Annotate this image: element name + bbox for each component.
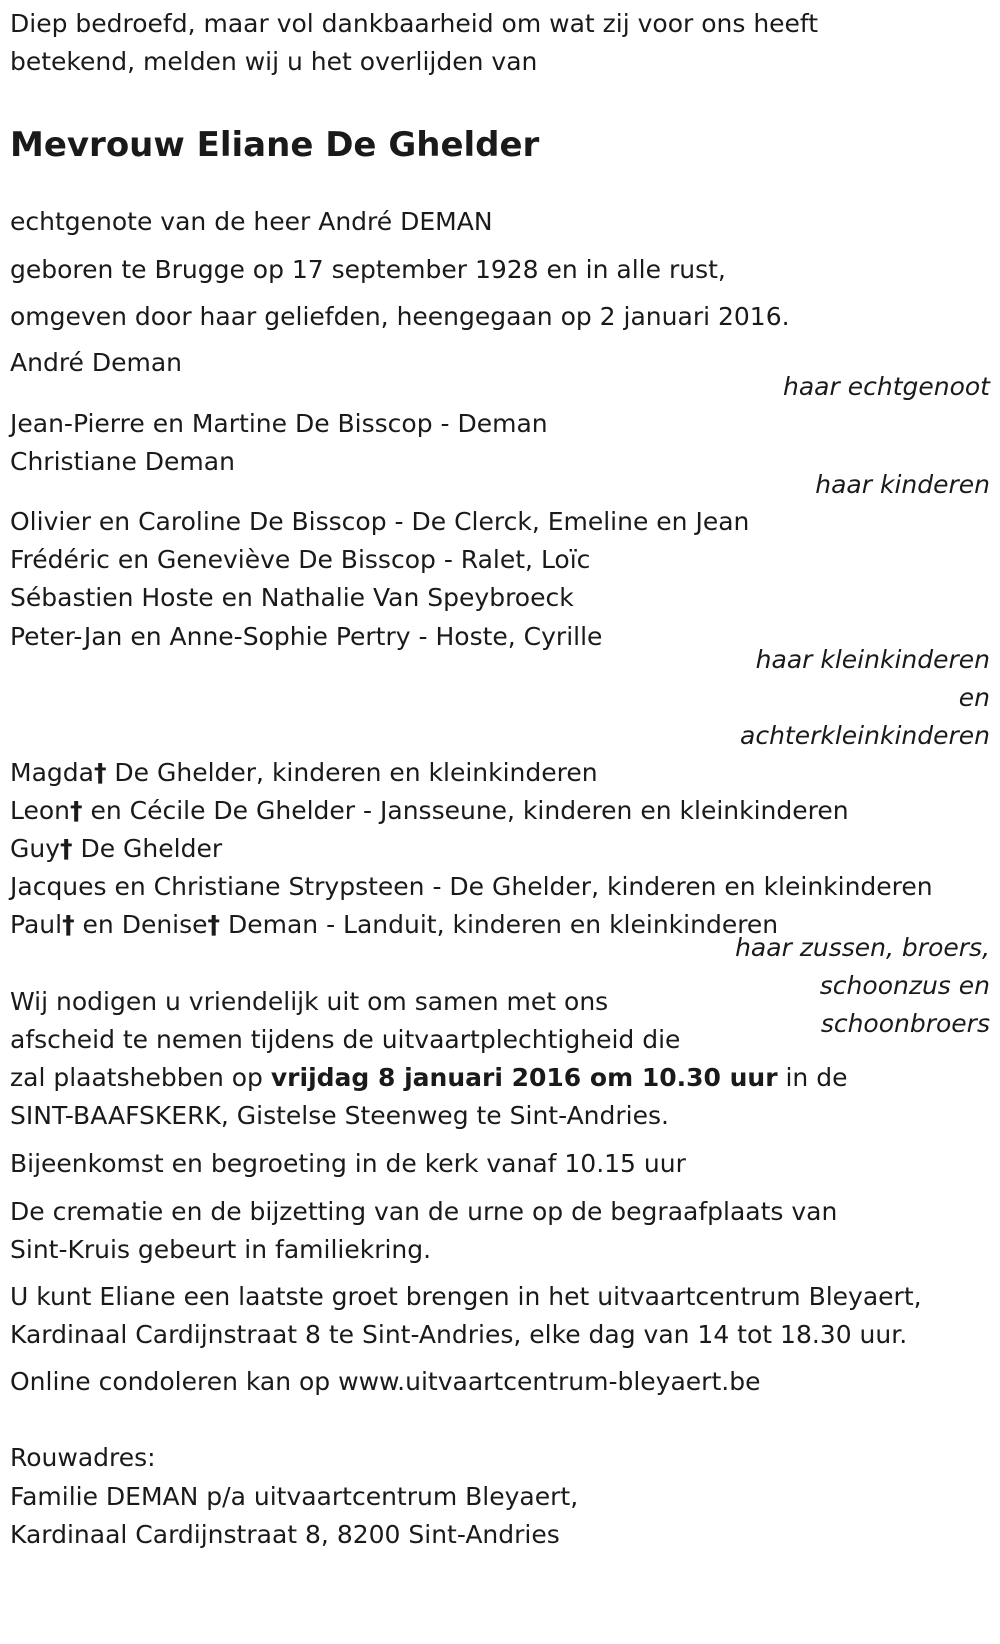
church-address: SINT-BAAFSKERK, Gistelse Steenweg te Sint-Andries.: [10, 1101, 669, 1130]
grandchild-name: Olivier en Caroline De Bisscop - De Clerck, Emeline en Jean: [10, 507, 750, 536]
sibling-name: Magda: [10, 758, 94, 787]
relation-siblings: schoonzus en: [819, 971, 990, 1000]
invitation-text: in de: [777, 1063, 848, 1092]
invitation-text: zal plaatshebben op: [10, 1063, 271, 1092]
grandchild-name: Peter-Jan en Anne-Sophie Pertry - Hoste, Cyrille: [10, 622, 603, 651]
sibling-line: [10, 791, 849, 831]
visit-line: Kardinaal Cardijnstraat 8 te Sint-Andries, elke dag van 14 tot 18.30 uur.: [10, 1320, 908, 1349]
spouse-line: echtgenote van de heer André DEMAN: [10, 207, 493, 236]
deceased-name: Mevrouw Eliane De Ghelder: [10, 125, 540, 165]
relation-grandchildren: en: [958, 683, 990, 712]
cremation-line: De crematie en de bijzetting van de urne op de begraafplaats van: [10, 1197, 838, 1226]
relation-children: haar kinderen: [815, 470, 990, 499]
cross-icon: †: [60, 834, 73, 863]
grandchild-name: Frédéric en Geneviève De Bisscop - Ralet, Loïc: [10, 545, 591, 574]
relation-grandchildren: achterkleinkinderen: [740, 721, 990, 750]
invitation-line: Wij nodigen u vriendelijk uit om samen met ons: [10, 987, 609, 1016]
address-line: Familie DEMAN p/a uitvaartcentrum Bleyaert,: [10, 1482, 579, 1511]
address-line: Kardinaal Cardijnstraat 8, 8200 Sint-Andries: [10, 1520, 560, 1549]
sibling-line: [10, 829, 222, 869]
died-line: omgeven door haar geliefden, heengegaan op 2 januari 2016.: [10, 302, 790, 331]
gathering-line: Bijeenkomst en begroeting in de kerk vanaf 10.15 uur: [10, 1149, 686, 1178]
sibling-detail: De Ghelder, kinderen en kleinkinderen: [106, 758, 598, 787]
sibling-name: Paul: [10, 910, 63, 939]
relation-siblings: schoonbroers: [820, 1009, 990, 1038]
sibling-detail: Deman - Landuit, kinderen en kleinkinderen: [220, 910, 779, 939]
invitation-line: afscheid te nemen tijdens de uitvaartplechtigheid die: [10, 1025, 681, 1054]
cross-icon: †: [93, 758, 107, 787]
sibling-detail: en Cécile De Ghelder - Jansseune, kinderen en kleinkinderen: [82, 796, 849, 825]
sibling-line: [10, 753, 598, 793]
cross-icon: †: [70, 796, 83, 825]
sibling-detail: De Ghelder: [72, 834, 223, 863]
cremation-line: Sint-Kruis gebeurt in familiekring.: [10, 1235, 432, 1264]
relation-spouse: haar echtgenoot: [783, 372, 990, 401]
visit-line: U kunt Eliane een laatste groet brengen in het uitvaartcentrum Bleyaert,: [10, 1282, 922, 1311]
address-label: Rouwadres:: [10, 1443, 156, 1472]
sibling-name: Guy: [10, 834, 61, 863]
cross-icon: †: [207, 910, 221, 939]
grandchild-name: Sébastien Hoste en Nathalie Van Speybroeck: [10, 583, 574, 612]
invitation-line: [10, 1058, 847, 1098]
born-line: geboren te Brugge op 17 september 1928 en in alle rust,: [10, 255, 726, 284]
relation-siblings: haar zussen, broers,: [735, 933, 990, 962]
relation-grandchildren: haar kleinkinderen: [755, 645, 990, 674]
intro-line-1: Diep bedroefd, maar vol dankbaarheid om wat zij voor ons heeft: [10, 9, 819, 38]
sibling-line: Jacques en Christiane Strypsteen - De Ghelder, kinderen en kleinkinderen: [10, 872, 933, 901]
sibling-line: [10, 905, 778, 945]
child-name: Jean-Pierre en Martine De Bisscop - Deman: [10, 409, 548, 438]
sibling-detail: en Denise: [74, 910, 208, 939]
ceremony-datetime: vrijdag 8 januari 2016 om 10.30 uur: [270, 1063, 778, 1092]
intro-line-2: betekend, melden wij u het overlijden van: [10, 47, 538, 76]
online-condolence: Online condoleren kan op www.uitvaartcentrum-bleyaert.be: [10, 1367, 761, 1396]
child-name: Christiane Deman: [10, 447, 235, 476]
sibling-name: Leon: [10, 796, 71, 825]
cross-icon: †: [62, 910, 75, 939]
spouse-name: André Deman: [10, 348, 183, 377]
